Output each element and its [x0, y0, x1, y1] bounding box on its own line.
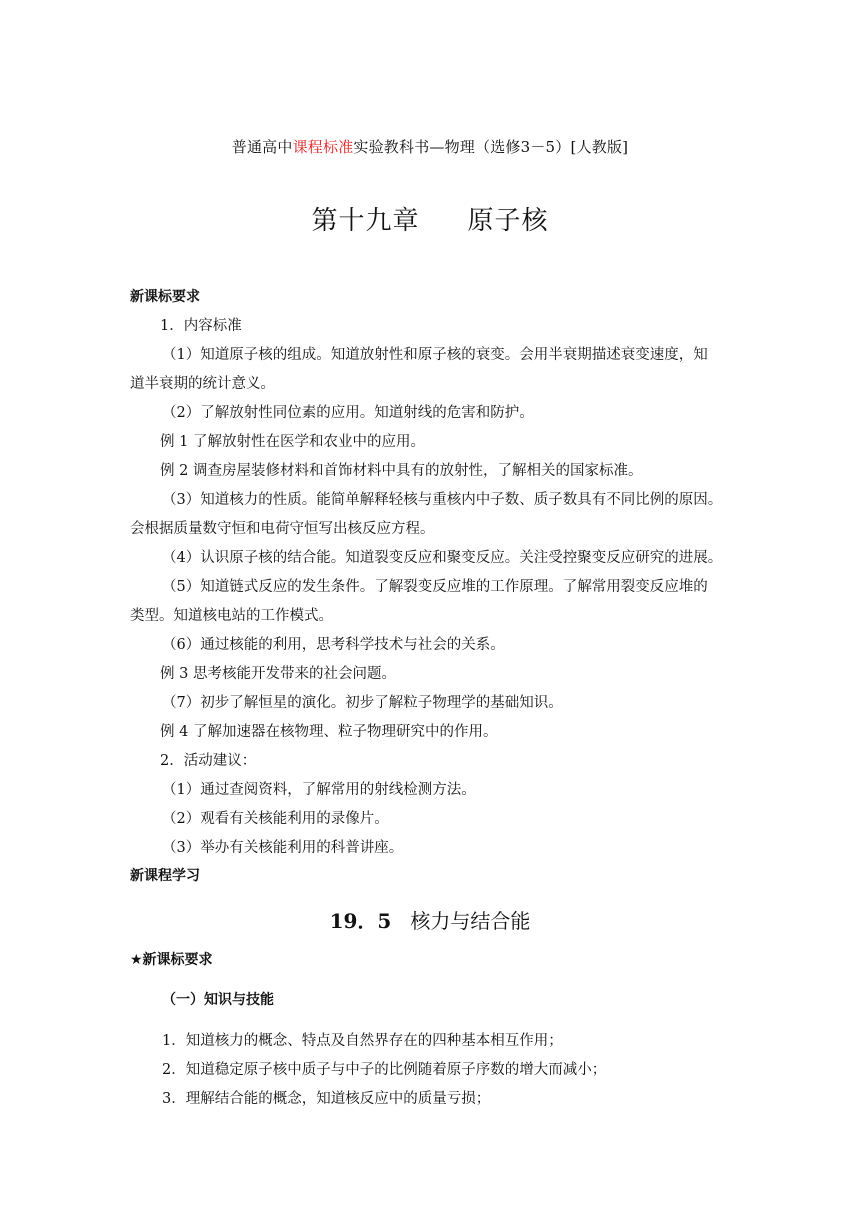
- example-2: 例 2 调查房屋装修材料和首饰材料中具有的放射性，了解相关的国家标准。: [160, 463, 643, 479]
- knowledge-skills-heading: （一）知识与技能: [162, 992, 274, 1008]
- standard-item-6: （6）通过核能的利用，思考科学技术与社会的关系。: [162, 637, 505, 653]
- standard-item-4: （4）认识原子核的结合能。知道裂变反应和聚变反应。关注受控聚变反应研究的进展。: [162, 550, 723, 566]
- chapter-title: [0, 200, 860, 237]
- activity-item-1: （1）通过查阅资料，了解常用的射线检测方法。: [162, 782, 476, 798]
- standard-item-5-line1: （5）知道链式反应的发生条件。了解裂变反应堆的工作原理。了解常用裂变反应堆的: [162, 579, 708, 595]
- content-standards-heading: 1．内容标准: [160, 318, 242, 334]
- section-requirements-heading: ★新课标要求: [130, 952, 213, 968]
- section-name: 核力与结合能: [410, 909, 531, 933]
- standard-item-5-line2: 类型。知道核电站的工作模式。: [130, 608, 333, 624]
- chapter-number: 第十九章: [311, 206, 420, 236]
- example-3: 例 3 思考核能开发带来的社会问题。: [160, 666, 396, 682]
- requirement-item-2: 2．知道稳定原子核中质子与中子的比例随着原子序数的增大而减小；: [162, 1062, 607, 1078]
- standard-item-7: （7）初步了解恒星的演化。初步了解粒子物理学的基础知识。: [162, 695, 563, 711]
- requirement-item-3: 3．理解结合能的概念，知道核反应中的质量亏损；: [162, 1091, 491, 1107]
- document-header: [0, 136, 860, 157]
- study-heading: 新课程学习: [130, 868, 200, 884]
- standard-item-2: （2）了解放射性同位素的应用。知道射线的危害和防护。: [162, 405, 534, 421]
- header-suffix: 实验教科书—物理（选修3－5）[人教版]: [353, 138, 629, 156]
- section-number: 19．5: [329, 909, 392, 933]
- activity-heading: 2．活动建议：: [160, 753, 257, 769]
- example-4: 例 4 了解加速器在核物理、粒子物理研究中的作用。: [160, 724, 498, 740]
- standards-heading: 新课标要求: [130, 289, 200, 305]
- activity-item-3: （3）举办有关核能利用的科普讲座。: [162, 840, 404, 856]
- section-title: [0, 905, 860, 934]
- standard-item-3-line1: （3）知道核力的性质。能简单解释轻核与重核内中子数、质子数具有不同比例的原因。: [162, 492, 723, 508]
- header-prefix: 普通高中: [231, 138, 293, 156]
- standard-item-1-line1: （1）知道原子核的组成。知道放射性和原子核的衰变。会用半衰期描述衰变速度，知: [162, 347, 708, 363]
- standard-item-3-line2: 会根据质量数守恒和电荷守恒写出核反应方程。: [130, 521, 435, 537]
- header-highlight[interactable]: 课程标准: [292, 138, 354, 156]
- requirement-item-1: 1．知道核力的概念、特点及自然界存在的四种基本相互作用；: [162, 1033, 563, 1049]
- chapter-name: 原子核: [467, 206, 549, 236]
- activity-item-2: （2）观看有关核能利用的录像片。: [162, 811, 389, 827]
- example-1: 例 1 了解放射性在医学和农业中的应用。: [160, 434, 425, 450]
- standard-item-1-line2: 道半衰期的统计意义。: [130, 376, 275, 392]
